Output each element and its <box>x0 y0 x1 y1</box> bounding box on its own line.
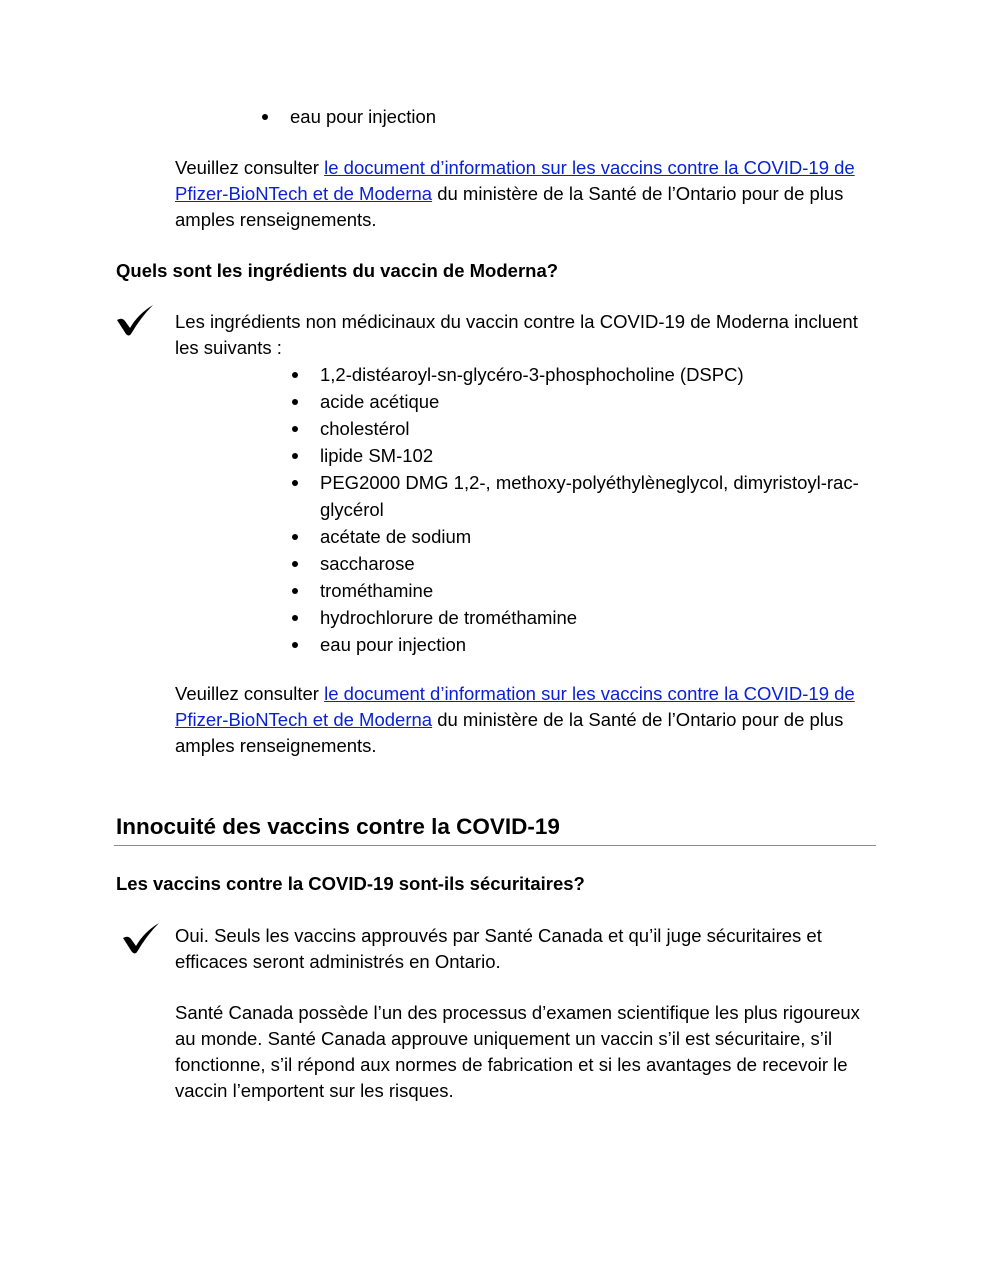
safety-answer-paragraph: Oui. Seuls les vaccins approuvés par Santé Canada et qu’il juge sécuritaires et efficaces seront administrés en Ontario. <box>175 925 822 972</box>
ingredient-list-item <box>292 469 864 523</box>
bullet-icon <box>292 453 298 459</box>
bullet-icon <box>292 615 298 621</box>
top-bullet-list <box>262 103 436 130</box>
consult-paragraph <box>175 155 875 233</box>
bullet-icon <box>292 588 298 594</box>
section-heading: Innocuité des vaccins contre la COVID-19 <box>116 814 560 839</box>
ingredient-list-item <box>292 523 864 550</box>
section-divider <box>114 845 876 846</box>
ingredient-text: saccharose <box>320 553 415 574</box>
bullet-text: eau pour injection <box>290 106 437 127</box>
ingredient-text: trométhamine <box>320 580 434 601</box>
bullet-icon <box>292 561 298 567</box>
ingredient-text: cholestérol <box>320 418 410 439</box>
vaccine-info-document-link[interactable]: le document d’information sur les vaccins contre la COVID-19 de Pfizer-BioNTech et de Moderna <box>175 157 855 204</box>
bullet-icon <box>292 642 298 648</box>
ingredient-list-item <box>292 577 864 604</box>
checkmark-icon <box>120 921 162 957</box>
ingredient-text: eau pour injection <box>320 634 467 655</box>
safety-question: Les vaccins contre la COVID-19 sont-ils sécuritaires? <box>116 873 585 894</box>
vaccine-info-document-link[interactable]: le document d’information sur les vaccins contre la COVID-19 de Pfizer-BioNTech et de Moderna <box>175 683 855 730</box>
ingredient-list-item <box>292 604 864 631</box>
ingredient-text: acide acétique <box>320 391 440 412</box>
consult-prefix: Veuillez consulter <box>175 157 325 178</box>
ingredient-text: PEG2000 DMG 1,2-, methoxy-polyéthylèneglycol, dimyristoyl-rac-glycérol <box>320 472 859 520</box>
bullet-icon <box>262 114 268 120</box>
consult-prefix: Veuillez consulter <box>175 683 325 704</box>
moderna-ingredient-list <box>292 361 864 658</box>
ingredient-list-item <box>292 631 864 658</box>
safety-answer-paragraph: Santé Canada possède l’un des processus d’examen scientifique les plus rigoureux au monde. Santé Canada approuve uniquement un vaccin s’il est sécuritaire, s’il fonctionne, s’il répond aux normes de fabrication et si les avantages de recevoir le vaccin l’emportent sur les risques. <box>175 1002 860 1101</box>
bullet-icon <box>292 534 298 540</box>
ingredient-list-item <box>292 415 864 442</box>
ingredient-list-item <box>292 442 864 469</box>
ingredient-text: hydrochlorure de trométhamine <box>320 607 578 628</box>
moderna-intro: Les ingrédients non médicinaux du vaccin contre la COVID-19 de Moderna incluent les suivants : <box>175 311 858 358</box>
moderna-ingredients-question: Quels sont les ingrédients du vaccin de Moderna? <box>116 260 559 281</box>
ingredient-text: acétate de sodium <box>320 526 472 547</box>
consult-suffix: du ministère de la Santé de l’Ontario pour de plus amples renseignements. <box>175 709 844 756</box>
checkmark-icon <box>114 303 156 339</box>
list-item <box>262 103 436 130</box>
ingredient-list-item <box>292 388 864 415</box>
ingredient-list-item <box>292 550 864 577</box>
ingredient-text: lipide SM-102 <box>320 445 434 466</box>
consult-paragraph-2 <box>175 681 875 759</box>
ingredient-list-item <box>292 361 864 388</box>
bullet-icon <box>292 372 298 378</box>
ingredient-text: 1,2-distéaroyl-sn-glycéro-3-phosphocholine (DSPC) <box>320 364 744 385</box>
consult-suffix: du ministère de la Santé de l’Ontario pour de plus amples renseignements. <box>175 183 844 230</box>
bullet-icon <box>292 480 298 486</box>
bullet-icon <box>292 426 298 432</box>
bullet-icon <box>292 399 298 405</box>
